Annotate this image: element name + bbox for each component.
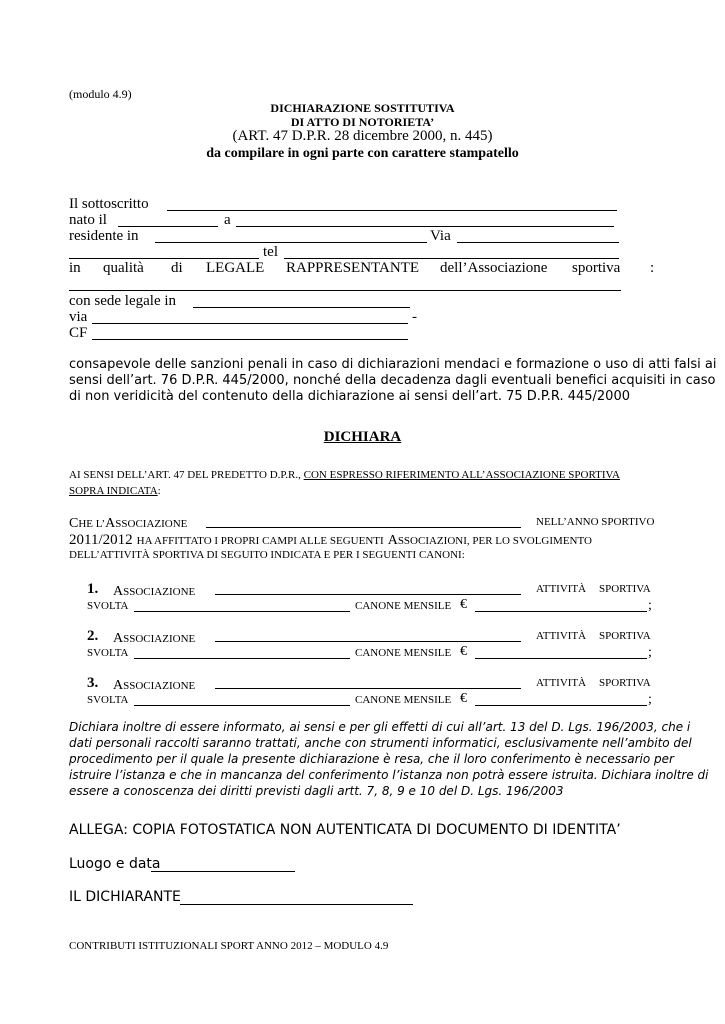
title-line-1: DICHIARAZIONE SOSTITUTIVA [270,101,455,115]
association-name-field[interactable] [69,290,621,291]
via-label: via [69,309,88,325]
legal-seat-field[interactable] [193,307,410,308]
capacity-word: RAPPRESENTANTE [286,260,419,276]
birth-place-field[interactable] [236,226,614,227]
awareness-line-1: consapevole delle sanzioni penali in caso di dichiarazioni mendaci e formazione o uso di atti falsi ai [69,357,717,372]
entry-fee-label: CANONE MENSILE [355,600,452,612]
entry-fee-field[interactable] [475,705,647,706]
awareness-line-3: di non veridicità del contenuto della dichiarazione ai sensi dell’art. 75 D.P.R. 445/2000 [69,389,630,404]
undersigned-field[interactable] [167,210,617,211]
declares-ref-b: CON ESPRESSO RIFERIMENTO ALL’ASSOCIAZIONE SPORTIVA [303,469,620,481]
declares-reference [69,470,620,481]
entry-number: 3. [87,675,99,691]
declares-heading: DICHIARA [323,429,402,445]
place-date-label: Luogo e data [69,856,161,872]
sport-year: 2011/2012 [69,532,133,548]
entry-association-field[interactable] [215,688,521,689]
privacy-line-4: istruire l’istanza e che in mancanza del conferimento l’istanza non potrà essere istruita. Dichiara inoltre di [69,768,709,782]
capacity-colon: : [650,260,655,276]
capacity-word: qualità [103,260,144,276]
capacity-word: in [69,260,81,276]
footer-text: CONTRIBUTI ISTITUZIONALI SPORT ANNO 2012 – MODULO 4.9 [69,940,389,952]
born-place-label: a [224,212,231,228]
attachment-note: ALLEGA: COPIA FOTOSTATICA NON AUTENTICATA DI DOCUMENTO DI IDENTITA’ [69,822,621,838]
street-label: Via [430,228,451,244]
euro-icon: € [460,691,467,706]
declares-ref-a: AI SENSI DELL’ART. 47 DEL PREDETTO D.P.R., [69,469,304,481]
birth-date-field[interactable] [118,226,218,227]
entry-activity-label: ATTIVITÀ [536,630,587,642]
address-line-field[interactable] [69,258,259,259]
capacity-word: di [171,260,183,276]
entry-activity-field[interactable] [134,658,350,659]
entry-fee-label: CANONE MENSILE [355,694,452,706]
statement-year-label: NELL’ANNO SPORTIVO [536,516,655,528]
privacy-line-5: essere a conoscenza dei diritti previsti dagli artt. 7, 8, 9 e 10 del D. Lgs. 196/2003 [69,784,564,798]
euro-icon: € [460,644,467,659]
born-date-label: nato il [69,212,107,228]
title-line-4: da compilare in ogni parte con carattere stampatello [206,146,519,161]
entry-done-label: SVOLTA [87,600,129,612]
declares-reference-2 [69,486,161,497]
module-ref: (modulo 4.9) [69,87,132,101]
residence-field[interactable] [155,242,427,243]
tel-field[interactable] [284,258,619,259]
place-date-field[interactable] [151,871,295,872]
entry-number: 1. [87,581,99,597]
awareness-line-2: sensi dell’art. 76 D.P.R. 445/2000, nonché della decadenza dagli eventuali benefici acquisiti in caso [69,373,716,388]
entry-fee-label: CANONE MENSILE [355,647,452,659]
entry-association-field[interactable] [215,594,521,595]
statement-line-2: 2011/2012 HA AFFITTATO I PROPRI CAMPI ALLE SEGUENTI ASSOCIAZIONI, PER LO SVOLGIMENTO [69,532,592,548]
resident-label: residente in [69,228,139,244]
tel-label: tel [263,244,278,260]
entry-activity-label: ATTIVITÀ [536,583,587,595]
entry-association-field[interactable] [215,641,521,642]
entry-association-label: ASSOCIAZIONE [113,678,196,693]
undersigned-label: Il sottoscritto [69,196,149,212]
cf-field[interactable] [92,339,408,340]
declares-ref-d: : [157,485,161,497]
entry-association-label: ASSOCIAZIONE [113,584,196,599]
capacity-word: sportiva [572,260,621,276]
privacy-line-1: Dichiara inoltre di essere informato, ai sensi e per gli effetti di cui all’art. 13 del D. Lgs. 196/2003, che i [69,720,691,734]
declares-ref-c: SOPRA INDICATA [69,485,158,497]
capacity-word: LEGALE [206,260,265,276]
dash-mark: - [412,309,417,325]
privacy-line-2: dati personali raccolti saranno trattati, anche con strumenti informatici, esclusivamente nell’ambito del [69,736,692,750]
entry-sport-label: SPORTIVA [599,583,651,595]
entry-done-label: SVOLTA [87,647,129,659]
entry-semicolon: ; [648,692,652,707]
entry-semicolon: ; [648,598,652,613]
street-field[interactable] [457,242,619,243]
entry-activity-label: ATTIVITÀ [536,677,587,689]
capacity-word: dell’Associazione [440,260,548,276]
entry-sport-label: SPORTIVA [599,630,651,642]
title-line-3: (ART. 47 D.P.R. 28 dicembre 2000, n. 445) [232,128,493,144]
via-field[interactable] [92,323,408,324]
entry-activity-field[interactable] [134,611,350,612]
entry-sport-label: SPORTIVA [599,677,651,689]
euro-icon: € [460,597,467,612]
signature-field[interactable] [180,904,413,905]
title-line-2: DI ATTO DI NOTORIETA’ [290,115,435,129]
entry-activity-field[interactable] [134,705,350,706]
statement-line-3: DELL’ATTIVITÀ SPORTIVA DI SEGUITO INDICATA E PER I SEGUENTI CANONI: [69,549,465,561]
privacy-line-3: procedimento per il quale la presente dichiarazione è resa, che il loro conferimento è necessario per [69,752,674,766]
declarant-label: IL DICHIARANTE [69,889,181,905]
entry-fee-field[interactable] [475,611,647,612]
entry-done-label: SVOLTA [87,694,129,706]
entry-association-label: ASSOCIAZIONE [113,631,196,646]
statement-association-field[interactable] [206,527,521,528]
entry-semicolon: ; [648,645,652,660]
cf-label: CF [69,325,88,341]
entry-number: 2. [87,628,99,644]
statement-che: CHE L’ASSOCIAZIONE [69,516,188,531]
entry-fee-field[interactable] [475,658,647,659]
legal-seat-label: con sede legale in [69,293,177,309]
